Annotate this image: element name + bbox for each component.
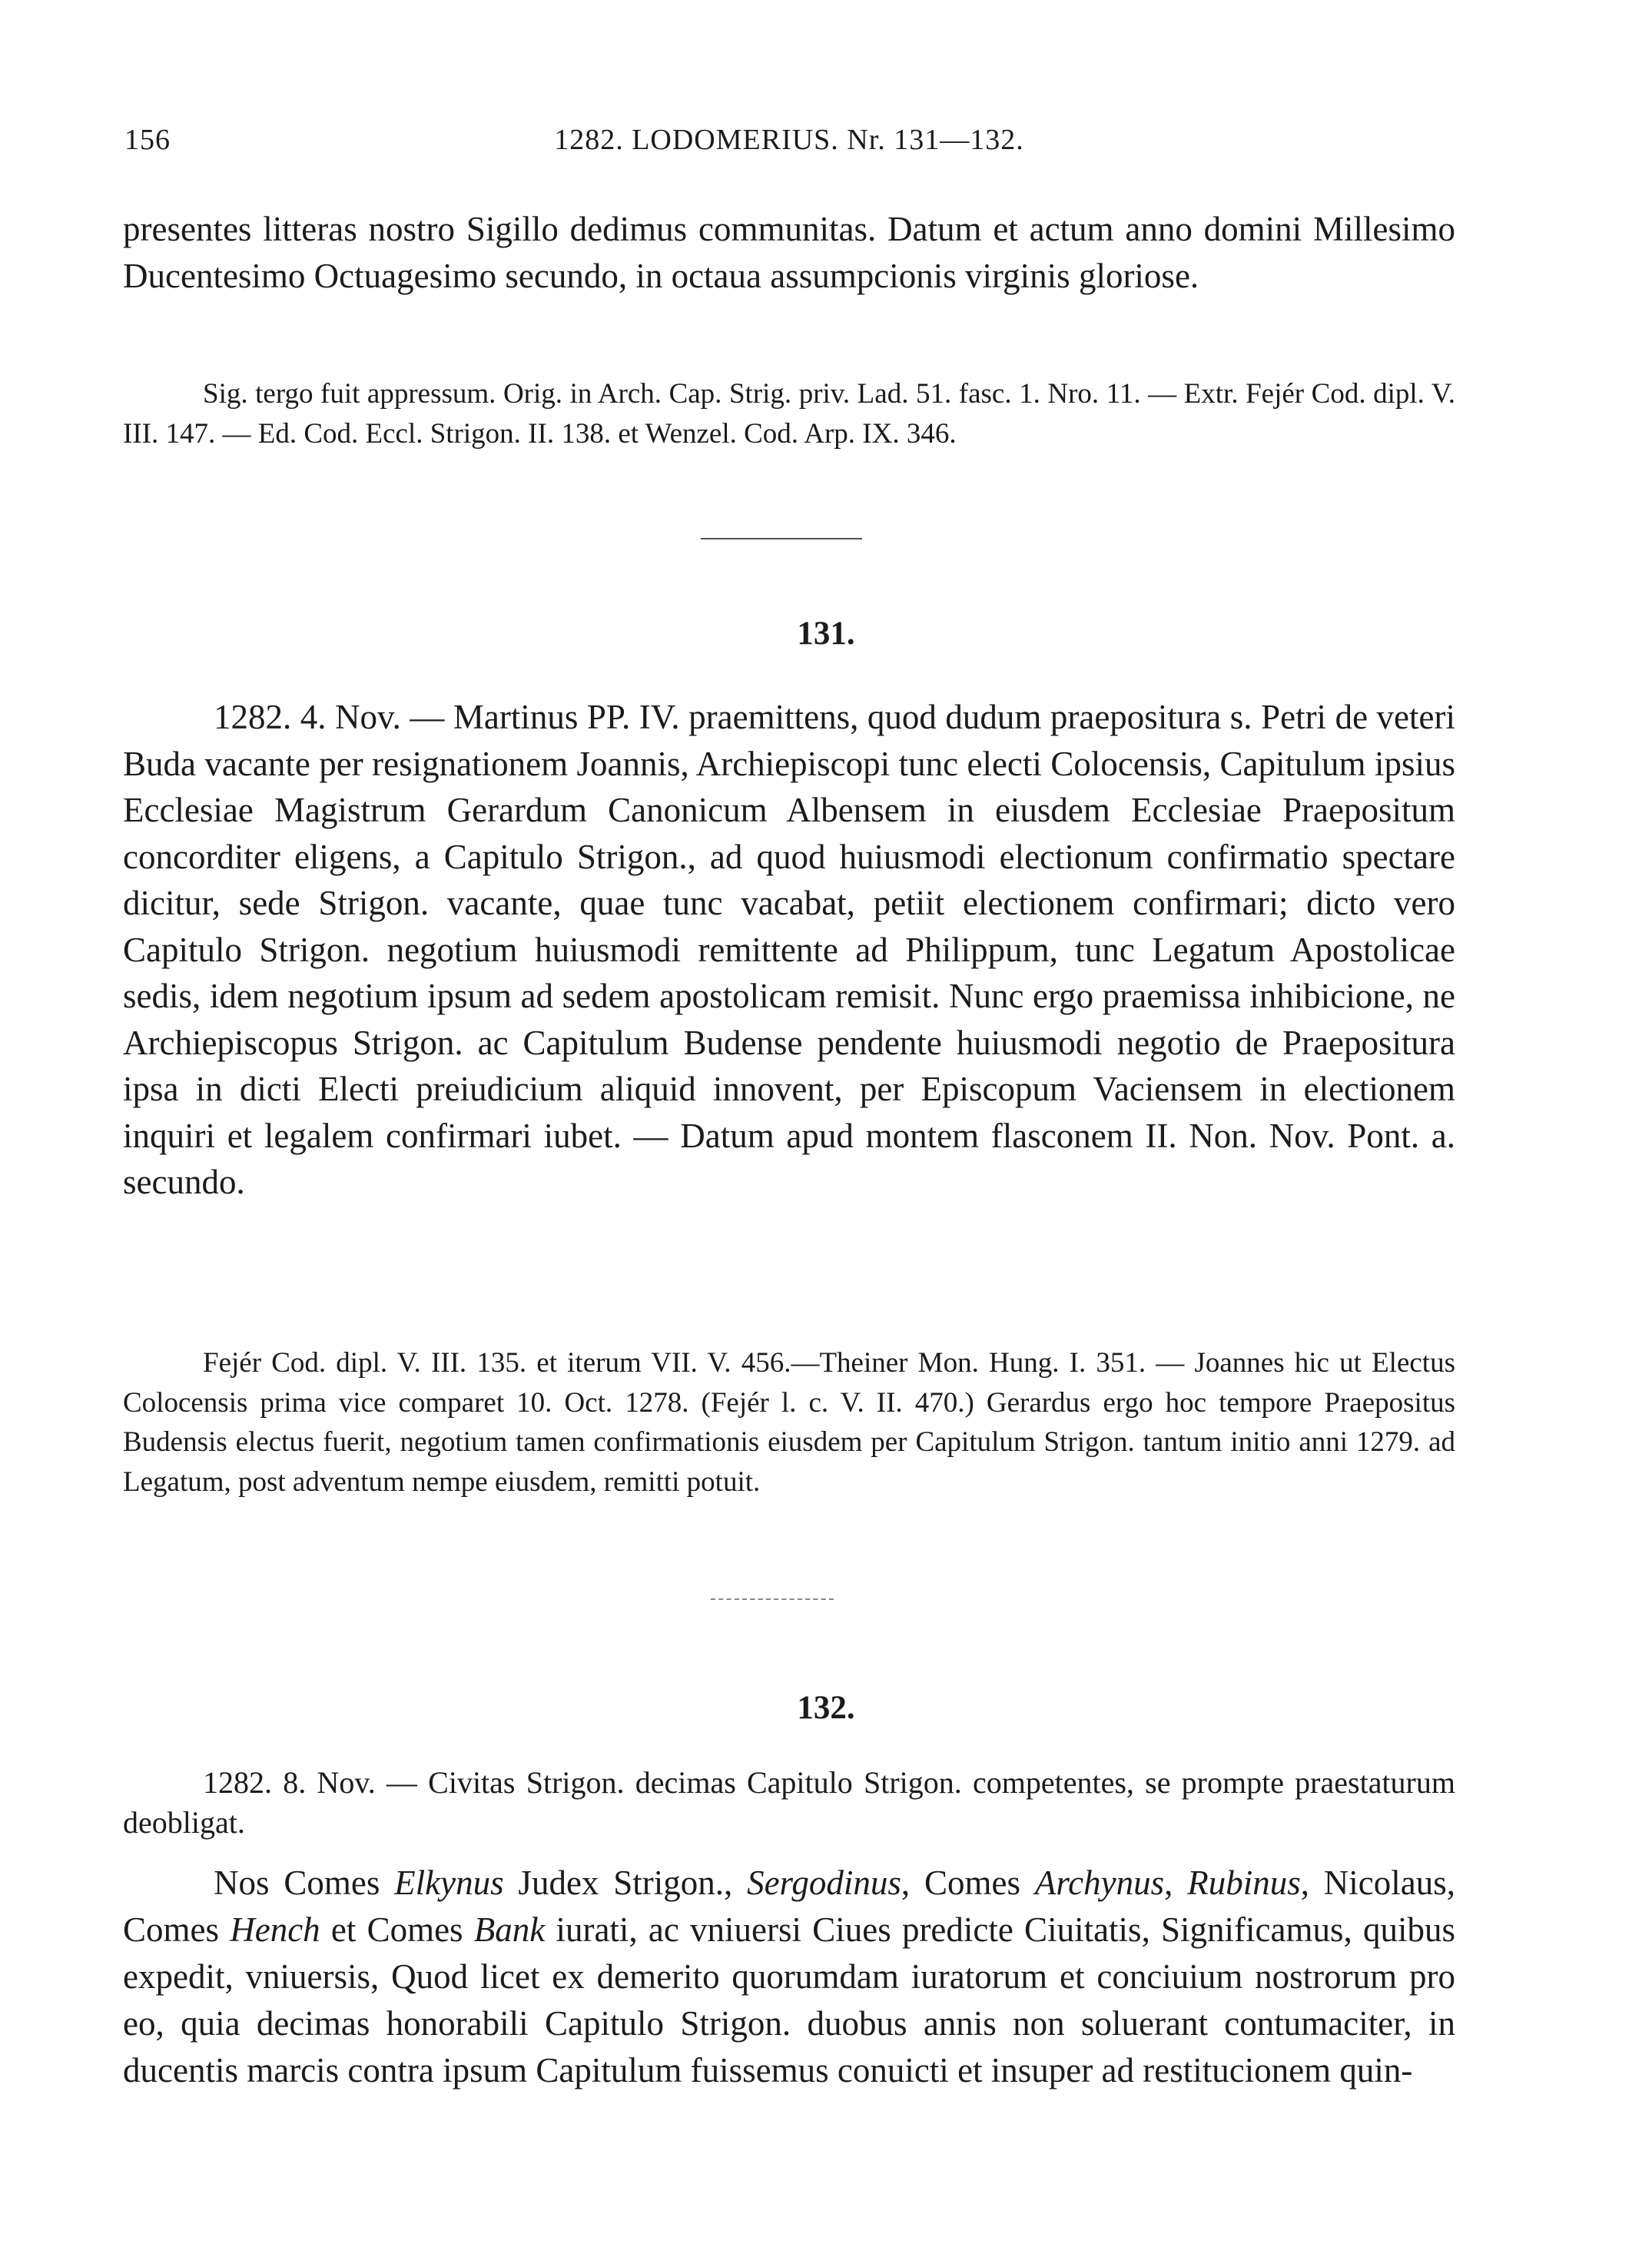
continuation-text: presentes litteras nostro Sigillo dedimus communitas. Datum et actum anno domini Millesimo Ducentesimo Octuagesimo secundo, in octaua assumpcionis virginis gloriose.: [123, 210, 1455, 295]
note-131: Fejér Cod. dipl. V. III. 135. et iterum VII. V. 456.—Theiner Mon. Hung. I. 351. — Joannes hic ut Electus Colocensis prima vice comparet 10. Oct. 1278. (Fejér l. c. V. II. 470.) Gerardus ergo hoc tempore Praepositus Budensis electus fuerit, negotium tamen confirmationis eiusdem per Capitulum Strigon. tantum initio anni 1279. ad Legatum, post adventum nempe eiusdem, remitti potuit.: [123, 1347, 1455, 1498]
page-number: 156: [124, 124, 171, 156]
name-archynus: Archynus: [1034, 1864, 1165, 1902]
name-hench: Hench: [230, 1910, 320, 1949]
name-elkynus: Elkynus: [394, 1864, 504, 1902]
name-rubinus: Rubinus: [1187, 1864, 1301, 1902]
regest-131: 1282. 4. Nov. — Martinus PP. IV. praemittens, quod dudum praepositura s. Petri de veteri Buda vacante per resignationem Joannis, Archiepiscopi tunc electi Colocensis, Capitulum ipsius Ecclesiae Magistrum Gerardum Canonicum Albensem in eiusdem Ecclesiae Praepositum concorditer eligens, a Capitulo Strigon., ad quod huiusmodi electionum confirmatio spectare dicitur, sede Strigon. vacante, quae tunc vacabat, petiit electionem confirmari; dicto vero Capitulo Strigon. negotium huiusmodi remittente ad Philippum, tunc Legatum Apostolicae sedis, idem negotium ipsum ad sedem apostolicam remisit. Nunc ergo praemissa inhibicione, ne Archiepiscopus Strigon. ac Capitulum Budense pendente huiusmodi negotio de Praepositura ipsa in dicti Electi preiudicium aliquid innovent, per Episcopum Vaciensem in electionem inquiri et legalem confirmari iubet. — Datum apud montem flasconem II. Non. Nov. Pont. a. secundo.: [123, 698, 1455, 1201]
charter-text-132: Nos Comes Elkynus Judex Strigon., Sergodinus, Comes Archynus, Rubinus, Nicolaus, Comes Hench et Comes Bank iurati, ac vniuersi Ciues predicte Ciuitatis, Significamus, quibus expedit, vniuersis, Quod licet ex demerito quorumdam iuratorum et conciuium nostrorum pro eo, quia decimas honorabili Capitulo Strigon. duobus annis non soluerant contumaciter, in ducentis marcis contra ipsum Capitulum fuissemus conuicti et insuper ad restitucionem quin-: [123, 1864, 1455, 2089]
regest-132: 1282. 8. Nov. — Civitas Strigon. decimas Capitulo Strigon. competentes, se prompte praestaturum deobligat.: [123, 1765, 1455, 1840]
document-number-132: 132.: [797, 1690, 855, 1726]
name-sergodinus: Sergodinus: [747, 1864, 901, 1902]
section-separator: [701, 538, 862, 539]
page-header: [124, 123, 1454, 169]
continuation-note: Sig. tergo fuit appressum. Orig. in Arch. Cap. Strig. priv. Lad. 51. fasc. 1. Nro. 11. — Extr. Fejér Cod. dipl. V. III. 147. — Ed. Cod. Eccl. Strigon. II. 138. et Wenzel. Cod. Arp. IX. 346.: [123, 378, 1455, 450]
name-bank: Bank: [473, 1910, 546, 1949]
running-title: 1282. LODOMERIUS. Nr. 131—132.: [554, 124, 1024, 156]
section-separator-dotted: [711, 1598, 834, 1600]
document-number-131: 131.: [797, 616, 855, 652]
